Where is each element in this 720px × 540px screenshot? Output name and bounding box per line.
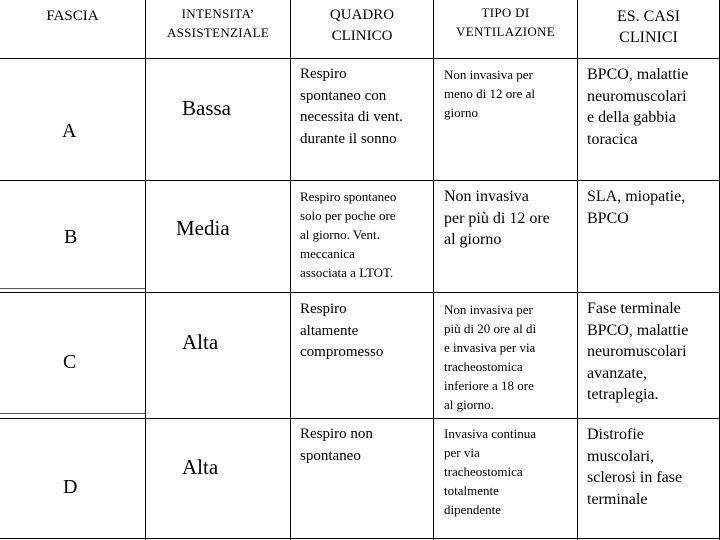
row-a-casi-line: BPCO, malattie: [587, 66, 689, 83]
row-a-quadro: [300, 64, 432, 150]
header-tipo-line2: VENTILAZIONE: [456, 24, 555, 39]
row-d-casi: [587, 424, 718, 510]
row-divider-1: [0, 58, 720, 59]
row-d-casi-line: terminale: [587, 490, 648, 508]
row-c-intensita: Alta: [182, 330, 219, 354]
header-intensita-line2: ASSISTENZIALE: [166, 25, 270, 40]
row-c-quadro-line: Respiro: [300, 301, 347, 317]
row-c-casi-line: neuromuscolari: [587, 343, 687, 360]
row-c-tipo-line: tracheostomica: [444, 359, 523, 374]
row-b-quadro-line: meccanica: [300, 246, 355, 261]
row-c-fascia: C: [63, 351, 77, 373]
row-d-tipo-line: totalmente: [444, 483, 499, 498]
header-tipo: [434, 3, 577, 41]
row-d-tipo-line: dipendente: [444, 502, 502, 517]
row-c-casi-line: avanzate,: [587, 364, 647, 382]
col-divider-1: [145, 0, 146, 540]
row-a-tipo-line: Non invasiva per: [444, 67, 533, 82]
row-d-quadro-line: spontaneo: [300, 447, 361, 464]
row-c-quadro-line: compromesso: [300, 344, 384, 360]
row-divider-4a: [0, 413, 145, 414]
row-a-tipo-line: giorno: [444, 105, 478, 120]
row-a-tipo-line: meno di 12 ore al: [444, 86, 535, 101]
row-d-tipo-line: Invasiva continua: [444, 426, 537, 441]
row-a-fascia: A: [62, 120, 77, 142]
row-b-fascia: B: [64, 226, 78, 248]
row-a-casi: [587, 64, 718, 150]
row-c-tipo: [444, 300, 576, 414]
row-d-casi-line: sclerosi in fase: [587, 469, 683, 486]
row-b-quadro-line: associata a LTOT.: [300, 265, 394, 280]
row-c-quadro: [300, 299, 432, 364]
col-divider-4: [577, 0, 578, 540]
row-b-casi: [587, 186, 718, 229]
row-c-tipo-line: e invasiva per via: [444, 340, 536, 355]
row-d-quadro: [300, 424, 432, 467]
row-a-casi-line: neuromuscolari: [587, 87, 687, 105]
row-b-quadro-line: Respiro spontaneo: [300, 189, 397, 204]
row-d-intensita: Alta: [182, 455, 219, 479]
header-intensita-line1: INTENSITA’: [181, 6, 255, 21]
header-es: [578, 6, 719, 48]
row-a-tipo: [444, 65, 576, 122]
row-a-quadro-line: durante il sonno: [300, 130, 397, 147]
row-a-quadro-line: Respiro: [300, 66, 347, 82]
row-b-intensita: Media: [176, 216, 230, 240]
header-fascia-text: FASCIA: [46, 8, 99, 24]
row-c-tipo-line: inferiore a 18 ore: [444, 378, 534, 393]
header-es-line2: CLINICI: [619, 29, 678, 46]
row-b-quadro-line: al giorno. Vent.: [300, 227, 380, 242]
row-a-intensita: Bassa: [182, 96, 231, 120]
row-b-tipo: [444, 186, 576, 251]
col-divider-2: [290, 0, 291, 540]
row-a-casi-line: e della gabbia: [587, 109, 676, 126]
row-b-quadro: [300, 187, 432, 282]
row-b-tipo-line: Non invasiva: [444, 188, 529, 205]
row-divider-3a: [0, 288, 145, 289]
row-d-tipo: [444, 424, 576, 519]
row-c-casi: [587, 298, 718, 406]
row-b-tipo-line: al giorno: [444, 231, 502, 248]
row-b-tipo-line: per più di 12 ore: [444, 209, 550, 227]
header-quadro: [291, 5, 433, 47]
row-d-tipo-line: per via: [444, 445, 480, 460]
row-b-casi-line: BPCO: [587, 209, 629, 227]
header-es-line1: ES. CASI: [616, 8, 681, 25]
header-tipo-line1: TIPO DI: [481, 5, 530, 20]
bottom-border: [0, 538, 720, 539]
row-a-quadro-line: necessita di vent.: [300, 109, 403, 125]
row-c-tipo-line: Non invasiva per: [444, 302, 533, 317]
row-b-quadro-line: solo per poche ore: [300, 208, 396, 223]
row-c-tipo-line: più di 20 ore al dì: [444, 321, 537, 336]
header-intensita: [146, 4, 290, 42]
header-quadro-line1: QUADRO: [329, 7, 395, 23]
row-d-fascia: D: [63, 476, 78, 498]
row-divider-4b: [0, 418, 720, 419]
row-divider-2: [0, 180, 720, 181]
row-a-quadro-line: spontaneo con: [300, 87, 387, 104]
row-d-tipo-line: tracheostomica: [444, 464, 523, 479]
row-d-quadro-line: Respiro non: [300, 426, 373, 442]
row-divider-3b: [0, 292, 720, 293]
row-d-casi-line: Distrofie: [587, 426, 644, 443]
header-fascia: [0, 6, 145, 27]
row-c-casi-line: Fase terminale: [587, 300, 681, 317]
row-c-casi-line: tetraplegia.: [587, 386, 659, 403]
col-divider-3: [433, 0, 434, 540]
row-b-casi-line: SLA, miopatie,: [587, 188, 686, 205]
row-c-quadro-line: altamente: [300, 322, 359, 339]
header-quadro-line2: CLINICO: [331, 28, 393, 44]
row-c-tipo-line: al giorno.: [444, 397, 494, 412]
row-a-casi-line: toracica: [587, 130, 638, 148]
row-c-casi-line: BPCO, malattie: [587, 321, 689, 339]
row-d-casi-line: muscolari,: [587, 447, 655, 465]
